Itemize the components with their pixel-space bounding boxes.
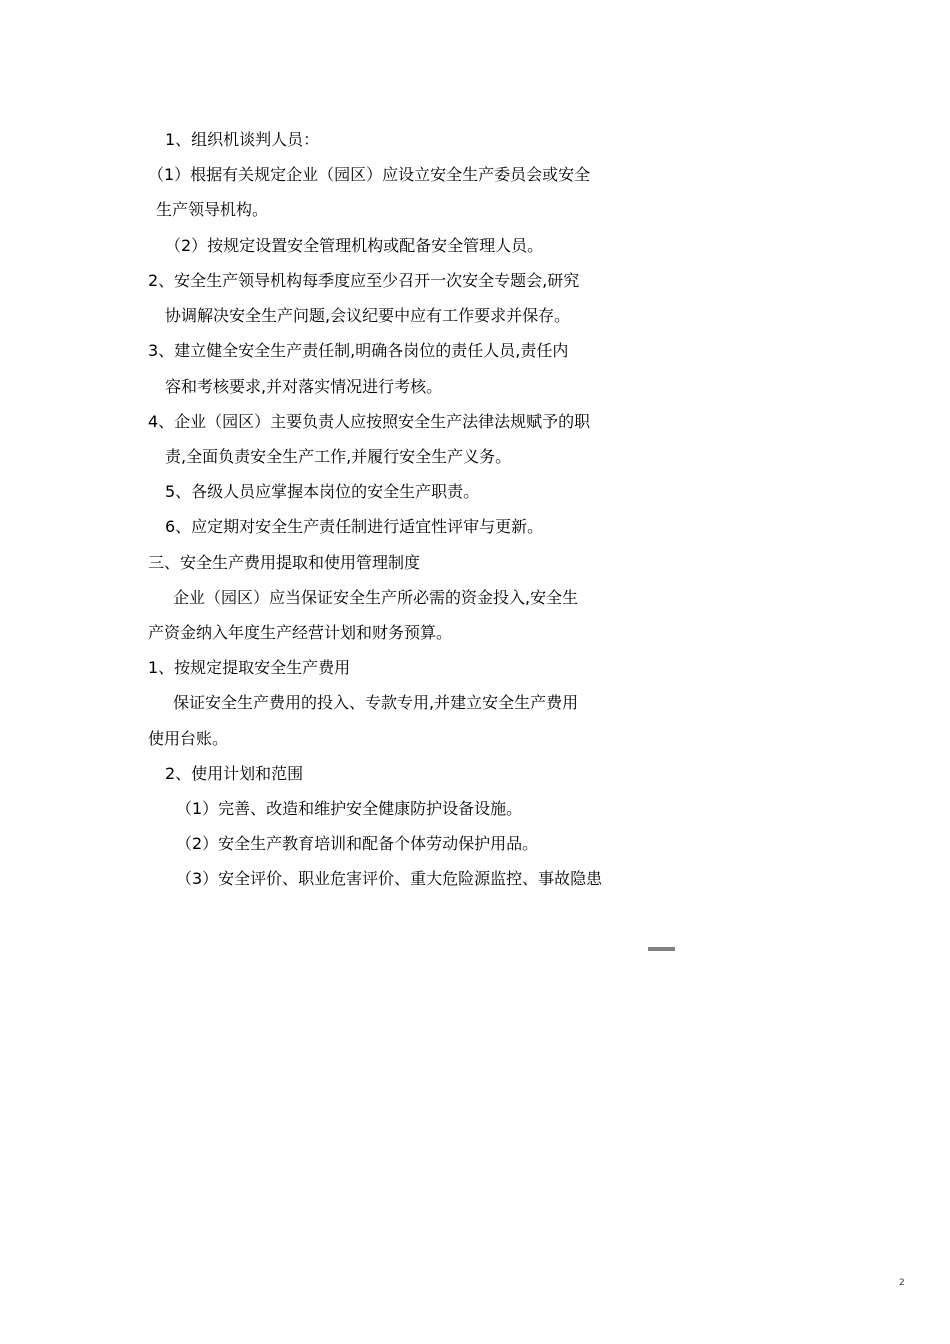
- section-heading: 三、安全生产费用提取和使用管理制度: [148, 553, 421, 572]
- text-line: 产资金纳入年度生产经营计划和财务预算。: [148, 623, 453, 642]
- text-line: 3、建立健全安全生产责任制,明确各岗位的责任人员,责任内: [148, 341, 569, 360]
- text-line: 6、应定期对安全生产责任制进行适宜性评审与更新。: [165, 517, 544, 536]
- text-line: （2）安全生产教育培训和配备个体劳动保护用品。: [176, 834, 539, 853]
- text-line: 保证安全生产费用的投入、专款专用,并建立安全生产费用: [173, 693, 579, 712]
- text-line: （1）根据有关规定企业（园区）应设立安全生产委员会或安全: [148, 165, 591, 184]
- page-number: 2: [899, 1278, 905, 1288]
- text-line: 使用台账。: [148, 729, 229, 748]
- text-line: 企业（园区）应当保证安全生产所必需的资金投入,安全生: [173, 588, 579, 607]
- text-line: 协调解决安全生产问题,会议纪要中应有工作要求并保存。: [165, 306, 571, 325]
- text-line: （2）按规定设置安全管理机构或配备安全管理人员。: [165, 236, 544, 255]
- page-break-marker: [648, 947, 675, 951]
- text-line: 1、组织机谈判人员：: [165, 130, 320, 149]
- text-line: 生产领导机构。: [156, 200, 269, 219]
- text-line: 责,全面负责安全生产工作,并履行安全生产义务。: [165, 447, 512, 466]
- text-line: （1）完善、改造和维护安全健康防护设备设施。: [176, 799, 523, 818]
- text-line: 2、使用计划和范围: [165, 764, 304, 783]
- text-line: 4、企业（园区）主要负责人应按照安全生产法律法规赋予的职: [148, 412, 591, 431]
- text-line: 5、各级人员应掌握本岗位的安全生产职责。: [165, 482, 480, 501]
- text-line: 容和考核要求,并对落实情况进行考核。: [165, 377, 443, 396]
- text-line: 1、按规定提取安全生产费用: [148, 658, 351, 677]
- text-line: 2、安全生产领导机构每季度应至少召开一次安全专题会,研究: [148, 271, 580, 290]
- text-line: （3）安全评价、职业危害评价、重大危险源监控、事故隐患: [176, 869, 603, 888]
